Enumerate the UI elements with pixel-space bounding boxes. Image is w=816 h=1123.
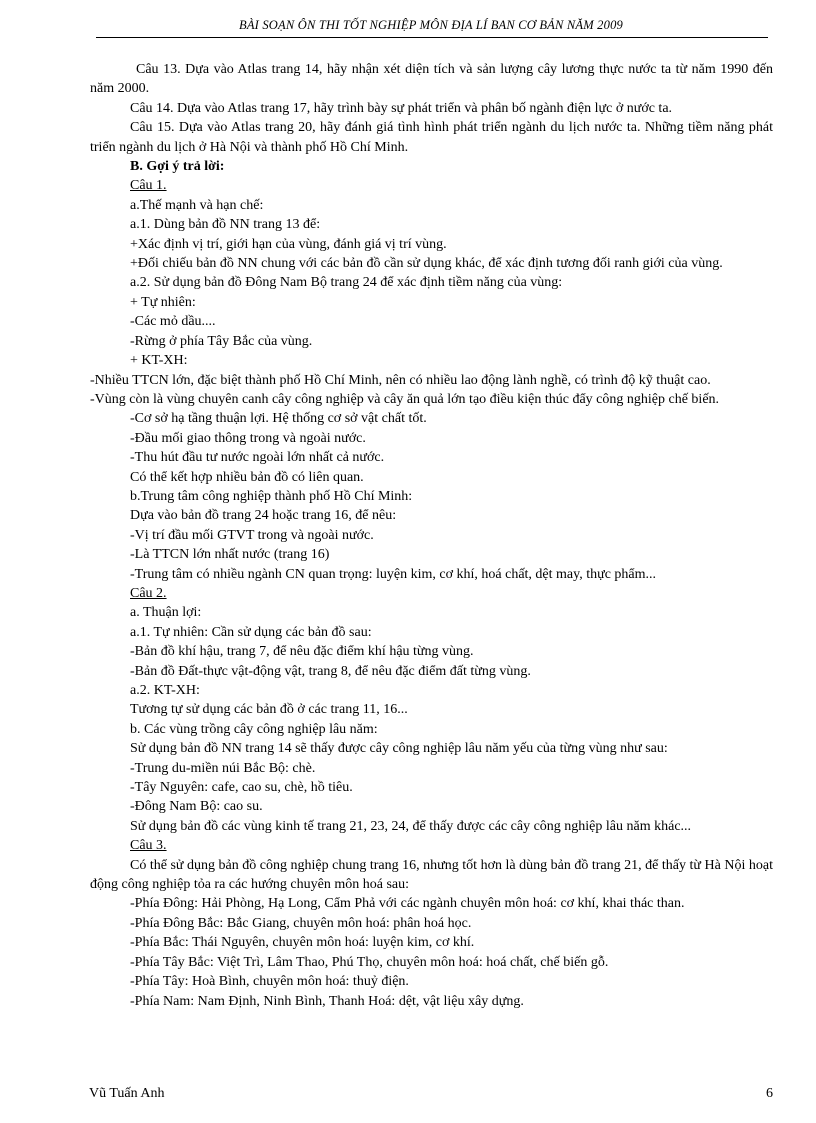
text-line: -Các mỏ dầu.... xyxy=(130,314,216,330)
text-line: -Đông Nam Bộ: cao su. xyxy=(130,799,263,815)
page-number: 6 xyxy=(766,1086,773,1101)
text-line: -Phía Tây Bắc: Việt Trì, Lâm Thao, Phú Thọ, chuyên môn hoá: hoá chất, chế biến gỗ. xyxy=(130,954,609,970)
text-line: -Phía Nam: Nam Định, Ninh Bình, Thanh Hoá: dệt, vật liệu xây dựng. xyxy=(130,993,524,1009)
header-divider xyxy=(96,37,768,38)
text-line: a.1. Dùng bản đồ NN trang 13 để: xyxy=(130,217,321,233)
answer-2-title: Câu 2. xyxy=(130,585,167,601)
footer-author: Vũ Tuấn Anh xyxy=(89,1086,165,1101)
text-line: -Là TTCN lớn nhất nước (trang 16) xyxy=(130,547,330,563)
text-line: -Thu hút đầu tư nước ngoài lớn nhất cả nước. xyxy=(130,450,385,466)
text-line: Có thể sử dụng bản đồ công nghiệp chung trang 16, nhưng tốt hơn là dùng bản đồ trang 21, để thấy từ Hà Nội hoạt động công nghiệp tỏa ra các hướng chuyên môn hoá sau: xyxy=(90,857,773,893)
text-line: +Đối chiếu bản đồ NN chung với các bản đồ cần sử dụng khác, để xác định tương đối ranh giới của vùng. xyxy=(130,256,723,272)
section-heading-answers: B. Gợi ý trả lời: xyxy=(130,159,225,175)
page-header-title: BÀI SOẠN ÔN THI TỐT NGHIỆP MÔN ĐỊA LÍ BAN CƠ BẢN NĂM 2009 xyxy=(239,18,623,32)
text-line: -Bản đồ khí hậu, trang 7, để nêu đặc điểm khí hậu từng vùng. xyxy=(130,644,474,660)
text-line: -Nhiều TTCN lớn, đặc biệt thành phố Hồ Chí Minh, nên có nhiều lao động lành nghề, có trình độ kỹ thuật cao. xyxy=(90,372,711,388)
text-line: Sử dụng bản đồ các vùng kinh tế trang 21, 23, 24, để thấy được các cây công nghiệp lâu năm khác... xyxy=(130,818,692,834)
text-line: -Phía Tây: Hoà Bình, chuyên môn hoá: thuỷ điện. xyxy=(130,974,409,990)
text-line: a.2. KT-XH: xyxy=(130,683,200,698)
text-line: -Tây Nguyên: cafe, cao su, chè, hồ tiêu. xyxy=(130,780,353,796)
text-line: a. Thuận lợi: xyxy=(130,605,202,621)
text-line: -Vị trí đầu mối GTVT trong và ngoài nước. xyxy=(130,527,374,543)
text-line: -Trung tâm có nhiều ngành CN quan trọng: luyện kim, cơ khí, hoá chất, dệt may, thực phẩm... xyxy=(130,566,657,582)
question-13: Câu 13. Dựa vào Atlas trang 14, hãy nhận xét diện tích và sản lượng cây lương thực nước ta từ năm 1990 đến năm 2000. xyxy=(90,62,773,97)
text-line: -Cơ sở hạ tầng thuận lợi. Hệ thống cơ sở vật chất tốt. xyxy=(130,411,427,427)
text-line: -Đầu mối giao thông trong và ngoài nước. xyxy=(130,430,366,446)
answer-3-heading xyxy=(90,836,773,855)
text-line: Tương tự sử dụng các bản đồ ở các trang 11, 16... xyxy=(130,702,408,718)
text-line: -Phía Bắc: Thái Nguyên, chuyên môn hoá: luyện kim, cơ khí. xyxy=(130,935,475,951)
text-line: + Tự nhiên: xyxy=(130,294,196,310)
text-line: b.Trung tâm công nghiệp thành phố Hồ Chí Minh: xyxy=(130,488,413,504)
answer-1-title: Câu 1. xyxy=(130,178,167,194)
text-line: -Phía Đông: Hải Phòng, Hạ Long, Cẩm Phả với các ngành chuyên môn hoá: cơ khí, khai thác than. xyxy=(130,896,685,912)
answer-2-heading xyxy=(90,584,773,603)
text-line: -Trung du-miền núi Bắc Bộ: chè. xyxy=(130,760,316,776)
text-line: Có thể kết hợp nhiều bản đồ có liên quan. xyxy=(130,469,364,485)
question-15: Câu 15. Dựa vào Atlas trang 20, hãy đánh giá tình hình phát triển ngành du lịch nước ta. Những tiềm năng phát triển ngành du lịch ở Hà Nội và thành phố Hồ Chí Minh. xyxy=(90,120,773,155)
answer-3-title: Câu 3. xyxy=(130,838,167,854)
text-line: +Xác định vị trí, giới hạn của vùng, đánh giá vị trí vùng. xyxy=(130,236,447,252)
document-body xyxy=(90,60,773,1011)
text-line: a.2. Sử dụng bản đồ Đông Nam Bộ trang 24 để xác định tiềm năng của vùng: xyxy=(130,275,563,291)
text-line: a.1. Tự nhiên: Cần sử dụng các bản đồ sau: xyxy=(130,624,372,640)
text-line: -Phía Đông Bắc: Bắc Giang, chuyên môn hoá: phân hoá học. xyxy=(130,915,472,931)
text-line: -Rừng ở phía Tây Bắc của vùng. xyxy=(130,333,313,349)
answer-1-heading xyxy=(90,176,773,195)
text-line: -Bản đồ Đất-thực vật-động vật, trang 8, để nêu đặc điểm đất từng vùng. xyxy=(130,663,531,679)
text-line: -Vùng còn là vùng chuyên canh cây công nghiệp và cây ăn quả lớn tạo điều kiện thúc đẩy công nghiệp chế biến. xyxy=(90,391,720,407)
text-line: + KT-XH: xyxy=(130,353,188,369)
text-line: a.Thế mạnh và hạn chế: xyxy=(130,197,264,213)
text-line: Dựa vào bản đồ trang 24 hoặc trang 16, để nêu: xyxy=(130,508,397,524)
text-line: b. Các vùng trồng cây công nghiệp lâu năm: xyxy=(130,721,378,737)
text-line: Sử dụng bản đồ NN trang 14 sẽ thấy được cây công nghiệp lâu năm yếu của từng vùng như sau: xyxy=(130,741,668,757)
question-14: Câu 14. Dựa vào Atlas trang 17, hãy trình bày sự phát triển và phân bố ngành điện lực ở nước ta. xyxy=(130,100,673,116)
